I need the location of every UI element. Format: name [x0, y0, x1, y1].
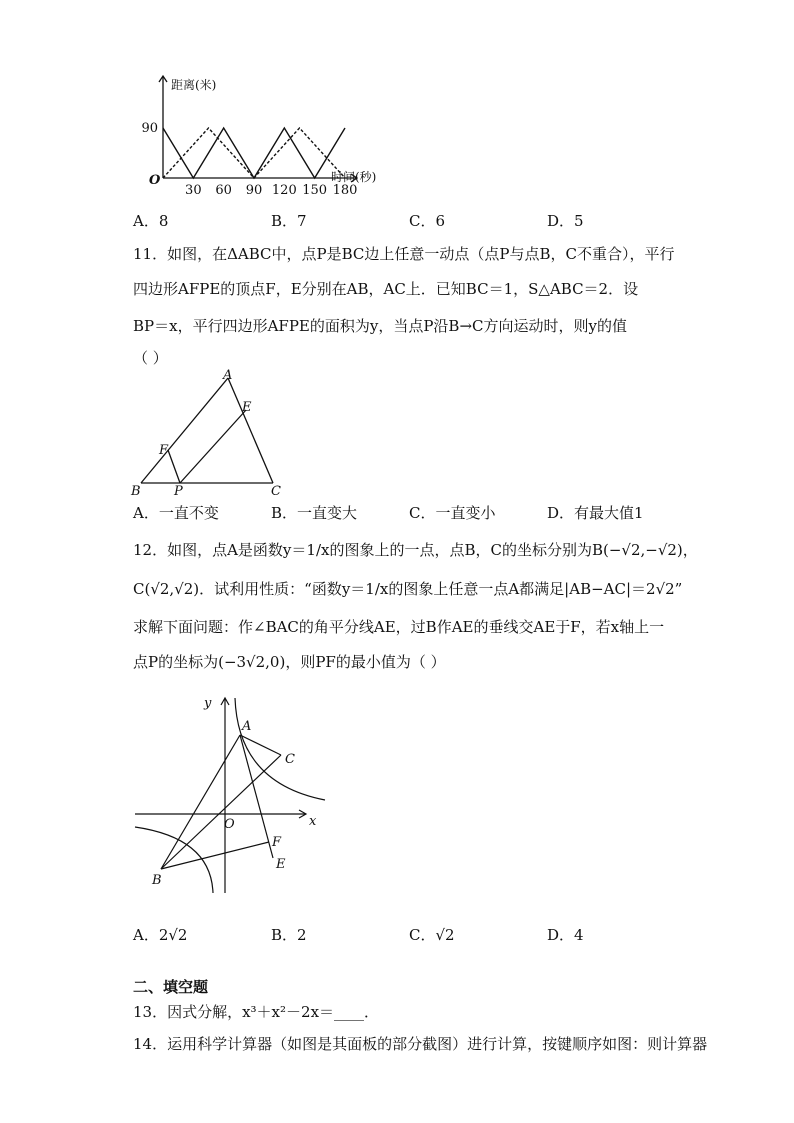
label-f: F	[159, 443, 169, 458]
chart-labels	[141, 77, 376, 195]
segment-ac	[228, 378, 273, 483]
section-heading-fill-in: 二、填空题	[133, 978, 209, 996]
segment-fp	[168, 450, 180, 483]
q10-option-a[interactable]: A．8	[133, 212, 169, 230]
q11-stem-line-2: 四边形AFPE的顶点F，E分别在AB，AC上．已知BC＝1，S△ABC＝2．设	[133, 280, 639, 298]
origin-label: O	[224, 817, 235, 832]
origin-label: O	[149, 173, 161, 188]
x-axis-label: 时间(秒)	[331, 170, 377, 184]
q11-stem-line-1: 11．如图，在ΔABC中，点P是BC边上任意一动点（点P与点B，C不重合），平行	[133, 245, 675, 263]
q11-triangle-figure	[128, 368, 288, 500]
q12-option-d[interactable]: D．4	[547, 926, 584, 944]
q12-option-b[interactable]: B．2	[271, 926, 307, 944]
q11-stem-line-3: BP＝x，平行四边形AFPE的面积为y，当点P沿B→C方向运动时，则y的值	[133, 317, 627, 335]
chart-series	[163, 128, 345, 178]
label-c: C	[285, 752, 295, 767]
q12-stem-line-4: 点P的坐标为(−3√2,0)，则PF的最小值为（ ）	[133, 653, 446, 671]
q11-option-d[interactable]: D．有最大值1	[547, 504, 644, 522]
label-c: C	[271, 484, 281, 499]
q13-text: 13．因式分解，x³＋x²－2x＝____．	[133, 1003, 380, 1021]
segment-pe	[180, 410, 246, 483]
label-b: B	[152, 873, 162, 888]
q11-option-c[interactable]: C．一直变小	[409, 504, 496, 522]
series-line-2	[163, 128, 345, 178]
q11-option-a[interactable]: A．一直不变	[133, 504, 219, 522]
segment-ab	[161, 735, 240, 869]
q10-option-b[interactable]: B．7	[271, 212, 307, 230]
hyperbola-branch-1	[235, 698, 325, 800]
label-b: B	[131, 484, 141, 499]
segment-ac	[240, 735, 281, 755]
q12-option-a[interactable]: A．2√2	[133, 926, 188, 944]
label-f: F	[272, 835, 282, 850]
q12-hyperbola-figure	[128, 688, 358, 900]
label-a: A	[242, 719, 252, 734]
q10-option-c[interactable]: C．6	[409, 212, 446, 230]
q12-stem-line-2: C(√2,√2)．试利用性质：“函数y＝1/x的图象上任意一点A都满足|AB−AC|＝2√2”	[133, 580, 683, 598]
q14-text: 14．运用科学计算器（如图是其面板的部分截图）进行计算，按键顺序如图：则计算器	[133, 1035, 708, 1053]
q10-distance-time-chart	[135, 70, 395, 195]
segment-bc	[161, 755, 281, 869]
x-tick-label-150: 150	[302, 183, 328, 195]
segment-ae	[240, 735, 273, 858]
axis-label-y: y	[204, 696, 212, 711]
x-tick-label-180: 180	[332, 183, 358, 195]
x-tick-label-60: 60	[215, 183, 232, 195]
q11-option-b[interactable]: B．一直变大	[271, 504, 358, 522]
label-e: E	[242, 400, 252, 415]
label-a: A	[223, 368, 233, 383]
label-p: P	[174, 484, 183, 499]
series-line-1	[163, 128, 345, 178]
x-tick-label-90: 90	[245, 183, 263, 195]
segment-bf	[161, 842, 269, 869]
q12-stem-line-1: 12．如图，点A是函数y＝1/x的图象上的一点，点B，C的坐标分别为B(−√2,−√2)，	[133, 541, 698, 559]
q12-option-c[interactable]: C．√2	[409, 926, 455, 944]
q11-stem-line-4: （ ）	[133, 349, 168, 367]
label-e: E	[276, 857, 286, 872]
y-tick-label-90: 90	[141, 121, 158, 136]
x-tick-label-120: 120	[271, 183, 297, 195]
q10-option-d[interactable]: D．5	[547, 212, 584, 230]
hyperbola-branch-3	[135, 827, 213, 893]
q12-stem-line-3: 求解下面问题：作∠BAC的角平分线AE，过B作AE的垂线交AE于F，若x轴上一	[133, 618, 665, 636]
y-axis-label: 距离(米)	[171, 78, 217, 92]
segment-ab	[141, 378, 228, 483]
axis-label-x: x	[309, 814, 317, 829]
x-tick-label-30: 30	[185, 183, 202, 195]
